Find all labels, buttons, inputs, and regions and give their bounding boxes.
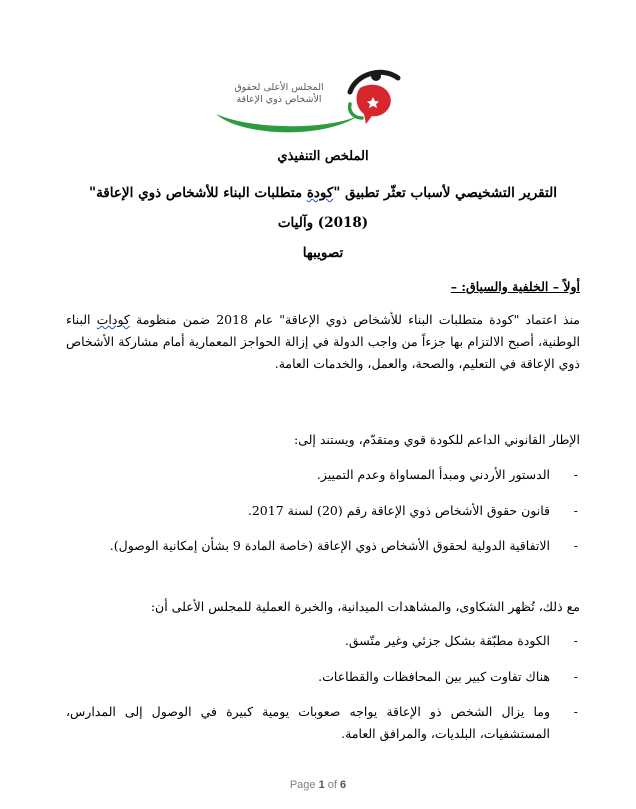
list-marker: - xyxy=(573,503,578,518)
logo-text-line2: الأشخاص ذوي الإعاقة xyxy=(236,94,322,105)
page-footer xyxy=(0,779,636,791)
list-item-text: هناك تفاوت كبير بين المحافظات والقطاعات. xyxy=(318,669,550,684)
document-subtitle xyxy=(66,178,580,268)
background-paragraph xyxy=(66,309,580,375)
section-heading: أولاً – الخلفية والسياق: – xyxy=(450,279,580,294)
list-marker: - xyxy=(573,669,578,684)
legal-framework-list xyxy=(66,464,580,557)
document-title: الملخص التنفيذي xyxy=(277,149,369,164)
findings-list xyxy=(66,630,580,745)
list-item xyxy=(66,464,580,486)
subtitle-line-2: تصويبها xyxy=(302,245,344,261)
subtitle-part-1: التقرير التشخيصي لأسباب تعثّر تطبيق " xyxy=(333,185,557,201)
footer-current-page: 1 xyxy=(318,779,325,791)
list-item-text: وما يزال الشخص ذو الإعاقة يواجه صعوبات يومية كبيرة في الوصول إلى المدارس، المستشفيات، البلديات، والمرافق العامة. xyxy=(66,704,550,741)
list-item-text: الاتفاقية الدولية لحقوق الأشخاص ذوي الإعاقة (خاصة المادة 9 بشأن إمكانية الوصول). xyxy=(109,538,550,553)
list-item xyxy=(66,630,580,652)
paragraph-part-2: البناء الوطنية، أصبح الالتزام بها جزءاً من واجب الدولة في إزالة الحواجز المعمارية أمام مشاركة الأشخاص ذوي الإعاقة في التعليم، والصحة، والعمل، والخدمات العامة. xyxy=(66,312,580,371)
logo-text-line1: المجلس الأعلى لحقوق xyxy=(234,82,324,93)
list-item-text: الدستور الأردني ومبدأ المساواة وعدم التمييز. xyxy=(316,467,550,482)
footer-total-pages: 6 xyxy=(340,779,347,791)
list-item xyxy=(66,701,580,745)
list-marker: - xyxy=(573,538,578,553)
logo-text xyxy=(210,82,348,106)
list-marker: - xyxy=(573,633,578,648)
findings-lead: مع ذلك، تُظهر الشكاوى، والمشاهدات الميدانية، والخبرة العملية للمجلس الأعلى أن: xyxy=(150,599,580,614)
list-item xyxy=(66,500,580,522)
council-logo xyxy=(210,52,420,142)
subtitle-part-2: متطلبات البناء للأشخاص ذوي الإعاقة" (2018) وآليات xyxy=(89,185,369,231)
list-marker: - xyxy=(573,467,578,482)
paragraph-part-1: منذ اعتماد "كودة متطلبات البناء للأشخاص ذوي الإعاقة" عام 2018 ضمن منظومة xyxy=(129,312,580,327)
legal-framework-lead: الإطار القانوني الداعم للكودة قوي ومتقدّم، ويستند إلى: xyxy=(293,432,580,447)
paragraph-code-word: كودات xyxy=(96,312,130,327)
list-item-text: قانون حقوق الأشخاص ذوي الإعاقة رقم (20) لسنة 2017. xyxy=(247,503,550,518)
footer-page-word: Page xyxy=(289,779,316,791)
list-marker: - xyxy=(573,704,578,719)
footer-of-word: of xyxy=(327,779,337,791)
subtitle-code-word: كودة xyxy=(306,185,334,201)
list-item xyxy=(66,666,580,688)
list-item xyxy=(66,535,580,557)
list-item-text: الكودة مطبّقة بشكل جزئي وغير متّسق. xyxy=(344,633,550,648)
